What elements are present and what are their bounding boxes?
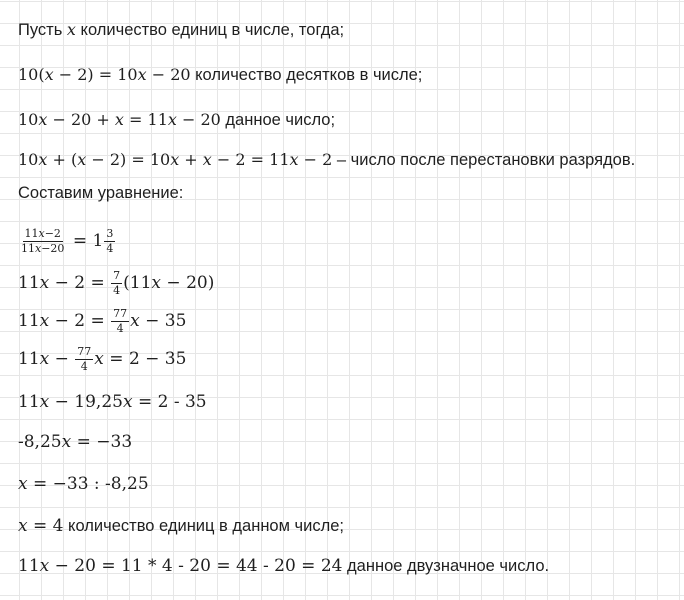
text-span: данное двузначное число. <box>342 557 550 575</box>
math-span: -8,25 <box>18 432 62 452</box>
math-span: − 2) = 10 <box>53 65 138 84</box>
math-span: = −33 : -8,25 <box>27 474 149 494</box>
math-span: = 4 <box>27 516 64 536</box>
math-span: = 2 − 35 <box>103 349 187 369</box>
text-span: количество единиц в данном числе; <box>63 517 344 535</box>
var-x: x <box>137 65 147 84</box>
text-span: Пусть <box>18 21 67 39</box>
final-answer-line <box>18 556 549 576</box>
math-span: − <box>49 349 75 369</box>
step-12-line <box>18 474 149 494</box>
answer-units-line <box>18 516 344 536</box>
var-x: x <box>170 150 180 169</box>
fraction-numerator: 7 <box>113 269 121 283</box>
math-span: (11 <box>123 273 152 293</box>
math-span: 11 <box>18 273 40 293</box>
var-x: x <box>122 392 133 412</box>
math-span: 11 <box>18 349 40 369</box>
var-x: x <box>39 392 50 412</box>
equation-fraction-line <box>18 226 116 256</box>
intro-line <box>18 20 344 40</box>
fraction-77-quarters <box>75 346 93 373</box>
math-span: 11 <box>21 242 35 256</box>
text-span: – число после перестановки разрядов. <box>332 151 636 169</box>
math-span: − 2 <box>298 150 333 169</box>
math-span: − 19,25 <box>49 392 123 412</box>
step-9-line <box>18 346 186 373</box>
fraction-numerator: 3 <box>106 227 114 241</box>
math-span: −20 <box>41 242 65 256</box>
var-x: x <box>289 150 299 169</box>
fraction-lhs <box>19 228 66 255</box>
math-span: − 20 = 11 * 4 - 20 = 44 - 20 = 24 <box>49 556 343 576</box>
math-span: 10 <box>18 150 39 169</box>
text-span: количество единиц в числе, тогда; <box>75 21 345 39</box>
var-x: x <box>35 242 42 256</box>
math-span: − 2 = <box>49 273 111 293</box>
var-x: x <box>38 110 48 129</box>
var-x: x <box>38 227 45 241</box>
var-x: x <box>38 150 48 169</box>
math-span: 10( <box>18 65 45 84</box>
math-span: − 2) = 10 <box>86 150 171 169</box>
fraction-denominator: 4 <box>80 360 88 374</box>
fraction-mixed <box>104 228 115 255</box>
var-x: x <box>167 110 177 129</box>
math-span: − 2 = 11 <box>211 150 290 169</box>
math-span: 10 <box>18 110 39 129</box>
var-x: x <box>18 474 28 494</box>
var-x: x <box>39 349 50 369</box>
var-x: x <box>39 311 50 331</box>
math-span: = 11 <box>123 110 168 129</box>
var-x: x <box>94 349 104 369</box>
math-span: − 35 <box>139 311 187 331</box>
swapped-line <box>18 150 635 170</box>
fraction-denominator: 4 <box>116 322 124 336</box>
var-x: x <box>61 432 72 452</box>
math-span: − 20 <box>176 110 221 129</box>
step-7-line <box>18 270 214 297</box>
var-x: x <box>39 556 50 576</box>
math-span: − 20 + <box>47 110 115 129</box>
var-x: x <box>39 273 50 293</box>
fraction-77-quarters <box>111 308 129 335</box>
var-x: x <box>66 20 76 39</box>
var-x: x <box>130 311 140 331</box>
fraction-numerator: 77 <box>113 307 128 321</box>
math-span: = 2 - 35 <box>132 392 207 412</box>
math-span: + ( <box>47 150 78 169</box>
compose-equation-line <box>18 183 183 203</box>
text-span: Составим уравнение: <box>18 184 184 202</box>
var-x: x <box>18 516 28 536</box>
math-span: − 20) <box>161 273 215 293</box>
var-x: x <box>77 150 87 169</box>
text-span: количество десятков в числе; <box>190 66 423 84</box>
math-span: − 20 <box>146 65 191 84</box>
fraction-numerator: 77 <box>77 345 92 359</box>
var-x: x <box>151 273 162 293</box>
math-span: −2 <box>44 227 61 241</box>
var-x: x <box>114 110 124 129</box>
step-11-line <box>18 432 132 452</box>
math-span: + <box>179 150 203 169</box>
step-10-line <box>18 392 207 412</box>
math-span: 11 <box>18 556 40 576</box>
tens-line <box>18 65 422 85</box>
fraction-denominator: 4 <box>106 242 114 256</box>
var-x: x <box>44 65 54 84</box>
math-span: 11 <box>18 311 40 331</box>
math-span: 11 <box>24 227 39 241</box>
math-span: 11 <box>18 392 40 412</box>
math-span: = −33 <box>71 432 133 452</box>
fraction-denominator: 4 <box>113 284 121 298</box>
math-span: − 2 = <box>49 311 111 331</box>
fraction-numerator <box>23 228 63 242</box>
text-span: данное число; <box>220 111 336 129</box>
math-span: = 1 <box>67 231 104 251</box>
fraction-seven-quarters <box>111 270 122 297</box>
step-8-line <box>18 308 186 335</box>
var-x: x <box>202 150 212 169</box>
fraction-denominator <box>19 242 66 255</box>
number-line <box>18 110 335 130</box>
